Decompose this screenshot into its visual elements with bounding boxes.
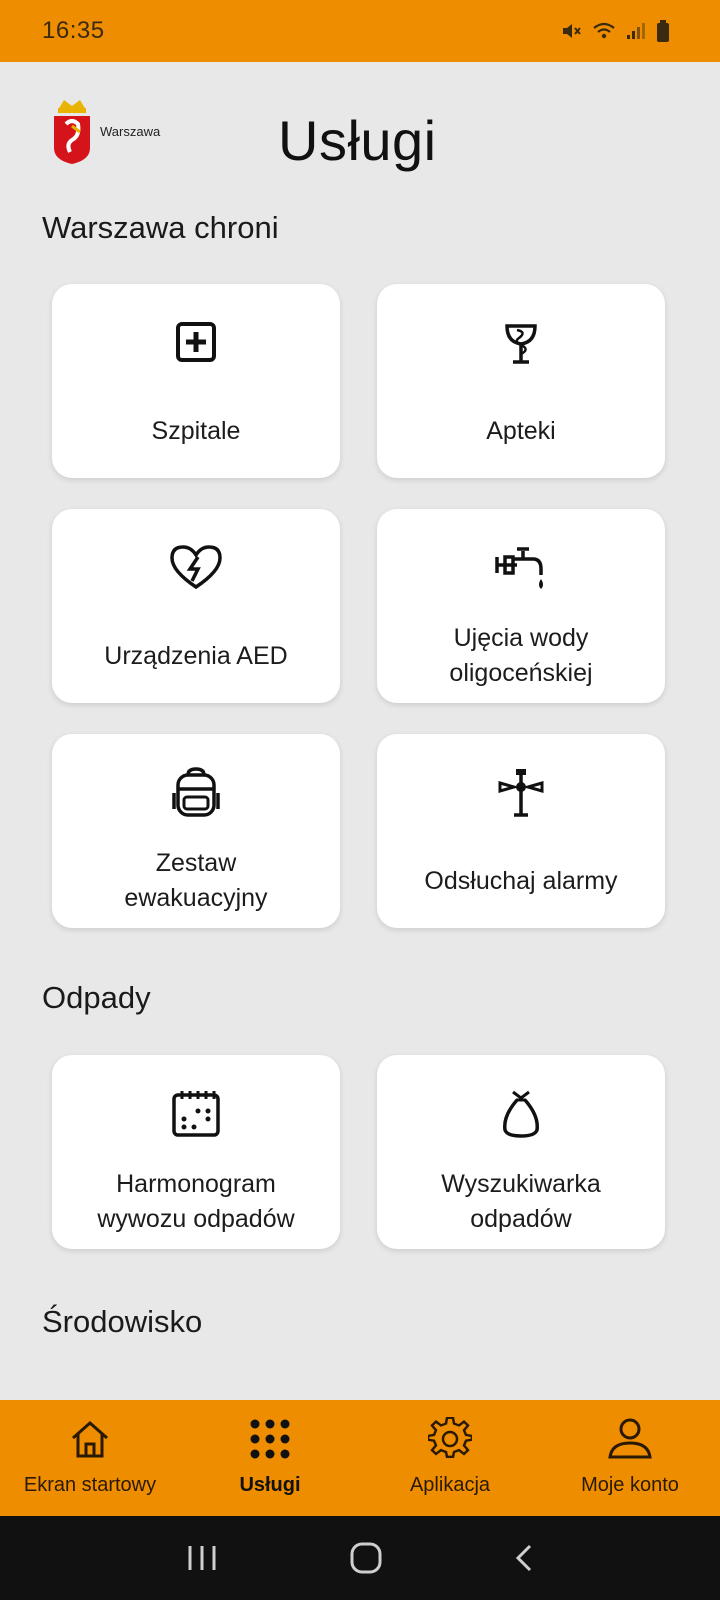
- section-title-odpady: Odpady: [42, 980, 151, 1015]
- logo-text: Warszawa: [100, 123, 161, 139]
- tile-wyszukiwarka-odpadow[interactable]: [377, 1055, 665, 1249]
- grid-icon: [245, 1414, 295, 1464]
- page-title: Usługi: [278, 109, 437, 172]
- wifi-icon: [592, 21, 616, 41]
- warszawa-logo: [50, 96, 160, 166]
- trash-bag-icon: [493, 1085, 549, 1141]
- tile-label: Ujęcia wody oligoceńskiej: [449, 624, 593, 687]
- nav-label: Ekran startowy: [23, 1474, 157, 1496]
- bottom-nav: [0, 1400, 720, 1516]
- home-button-icon[interactable]: [349, 1541, 383, 1575]
- nav-item-ekran-startowy[interactable]: [0, 1400, 180, 1516]
- siren-icon: [493, 764, 549, 820]
- status-bar: [0, 0, 720, 62]
- tile-apteki[interactable]: [377, 284, 665, 478]
- tile-szpitale[interactable]: [52, 284, 340, 478]
- section-title-warszawa-chroni: Warszawa chroni: [42, 210, 279, 245]
- user-icon: [605, 1414, 655, 1464]
- hospital-icon: [168, 314, 224, 370]
- status-icons: [560, 20, 670, 42]
- signal-icon: [626, 22, 646, 40]
- mute-icon: [560, 20, 582, 42]
- tile-harmonogram[interactable]: [52, 1055, 340, 1249]
- home-icon: [65, 1414, 115, 1464]
- calendar-icon: [168, 1085, 224, 1141]
- header: [0, 62, 720, 212]
- tile-ujecia-wody[interactable]: [377, 509, 665, 703]
- backpack-icon: [168, 764, 224, 820]
- recent-apps-icon[interactable]: [186, 1544, 218, 1572]
- back-icon[interactable]: [514, 1543, 534, 1573]
- tile-label: Wyszukiwarka odpadów: [441, 1170, 601, 1233]
- tile-label: Urządzenia AED: [104, 641, 288, 670]
- battery-icon: [656, 20, 670, 42]
- nav-label: Aplikacja: [409, 1474, 491, 1496]
- pharmacy-icon: [493, 314, 549, 370]
- nav-item-aplikacja[interactable]: [360, 1400, 540, 1516]
- section-title-srodowisko: Środowisko: [42, 1304, 203, 1339]
- warszawa-coat-of-arms-icon: [50, 96, 94, 166]
- aed-heart-icon: [168, 539, 224, 595]
- tile-zestaw-ewakuacyjny[interactable]: [52, 734, 340, 928]
- tile-odsluchaj-alarmy[interactable]: [377, 734, 665, 928]
- nav-label: Usługi: [239, 1474, 301, 1496]
- tile-label: Apteki: [486, 416, 556, 445]
- gear-icon: [425, 1414, 475, 1464]
- water-tap-icon: [493, 539, 549, 595]
- nav-item-moje-konto[interactable]: [540, 1400, 720, 1516]
- tile-label: Szpitale: [151, 416, 241, 445]
- main-content[interactable]: [0, 62, 720, 1400]
- tile-urzadzenia-aed[interactable]: [52, 509, 340, 703]
- system-nav-bar: [0, 1516, 720, 1600]
- nav-label: Moje konto: [581, 1474, 679, 1496]
- tile-label: Harmonogram wywozu odpadów: [97, 1170, 295, 1233]
- nav-item-uslugi[interactable]: [180, 1400, 360, 1516]
- status-time: 16:35: [42, 17, 105, 44]
- tile-label: Odsłuchaj alarmy: [424, 866, 618, 895]
- tile-label: Zestaw ewakuacyjny: [124, 849, 268, 912]
